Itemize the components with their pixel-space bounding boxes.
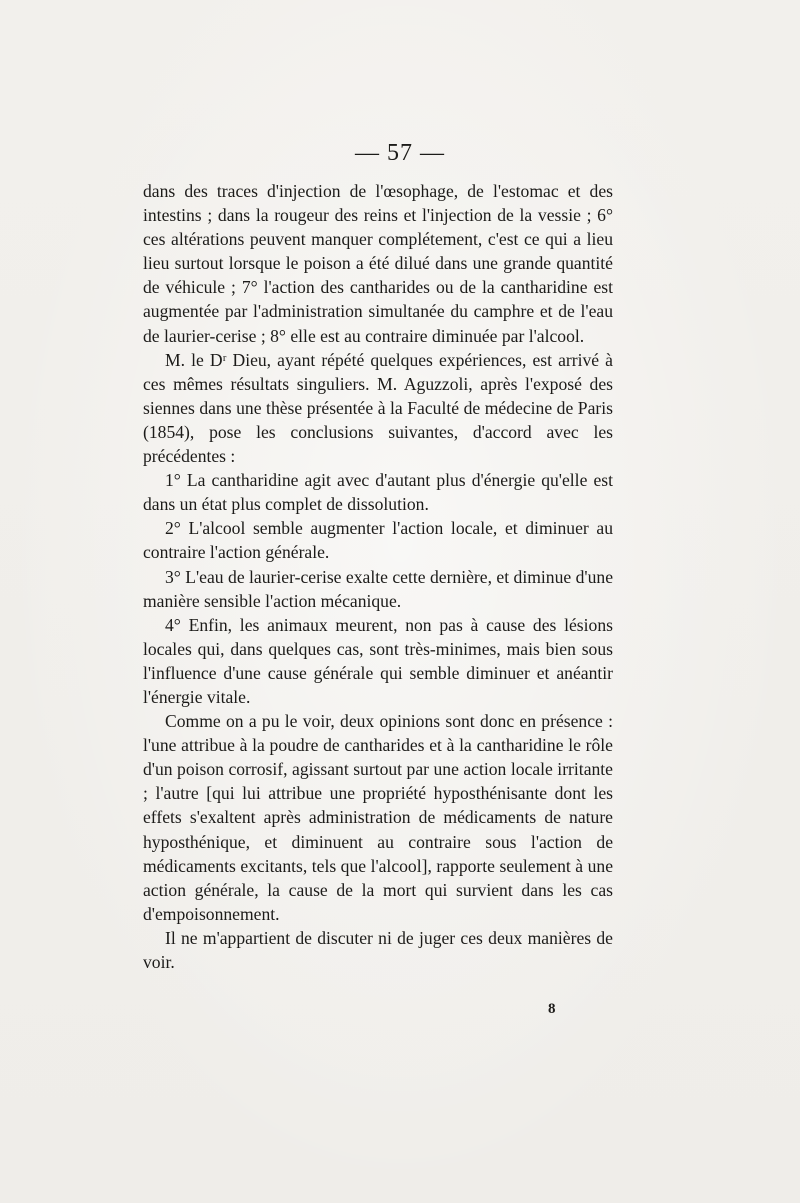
- conclusion-3: 3° L'eau de laurier-cerise exalte cette dernière, et diminue d'une manière sensible l'action mécanique.: [143, 566, 613, 611]
- signature-mark: 8: [548, 1001, 556, 1017]
- paragraph-continuation: dans des traces d'injection de l'œsophage, de l'estomac et des intestins ; dans la rougeur des reins et l'injection de la vessie ; 6° ces altérations peuvent manquer complétement, c'est ce qui a lieu lieu surtout lorsque le poison a été dilué dans une grande quantité de véhicule ; 7° l'action des cantharides ou de la cantharidine est augmentée par l'administration simultanée du camphre et de l'eau de laurier-cerise ; 8° elle est au contraire diminuée par l'alcool.: [143, 181, 613, 346]
- paragraph-final: Il ne m'appartient de discuter ni de juger ces deux manières de voir.: [143, 927, 613, 972]
- body-text: [143, 179, 613, 974]
- page-number-header: — 57 —: [355, 140, 445, 166]
- paragraph-dieu-aguzzoli: M. le Dʳ Dieu, ayant répété quelques expériences, est arrivé à ces mêmes résultats singuliers. M. Aguzzoli, après l'exposé des siennes dans une thèse présentée à la Faculté de médecine de Paris (1854), pose les conclusions suivantes, d'accord avec les précédentes :: [143, 349, 613, 467]
- paragraph-two-opinions: Comme on a pu le voir, deux opinions sont donc en présence : l'une attribue à la poudre de cantharides et à la cantharidine le rôle d'un poison corrosif, agissant surtout par une action locale irritante ; l'autre [qui lui attribue une propriété hyposthénisante dont les effets s'exaltent après administration de médicaments de nature hyposthénique, et diminuent au contraire sous l'action de médicaments excitants, tels que l'alcool], rapporte seulement à une action générale, la cause de la mort qui survient dans les cas d'empoisonnement.: [143, 711, 613, 924]
- conclusion-1: 1° La cantharidine agit avec d'autant plus d'énergie qu'elle est dans un état plus complet de dissolution.: [143, 470, 613, 515]
- conclusion-2: 2° L'alcool semble augmenter l'action locale, et diminuer au contraire l'action générale.: [143, 518, 613, 563]
- conclusion-4: 4° Enfin, les animaux meurent, non pas à cause des lésions locales qui, dans quelques cas, sont très-minimes, mais bien sous l'influence d'une cause générale qui semble diminuer et anéantir l'énergie vitale.: [143, 614, 613, 707]
